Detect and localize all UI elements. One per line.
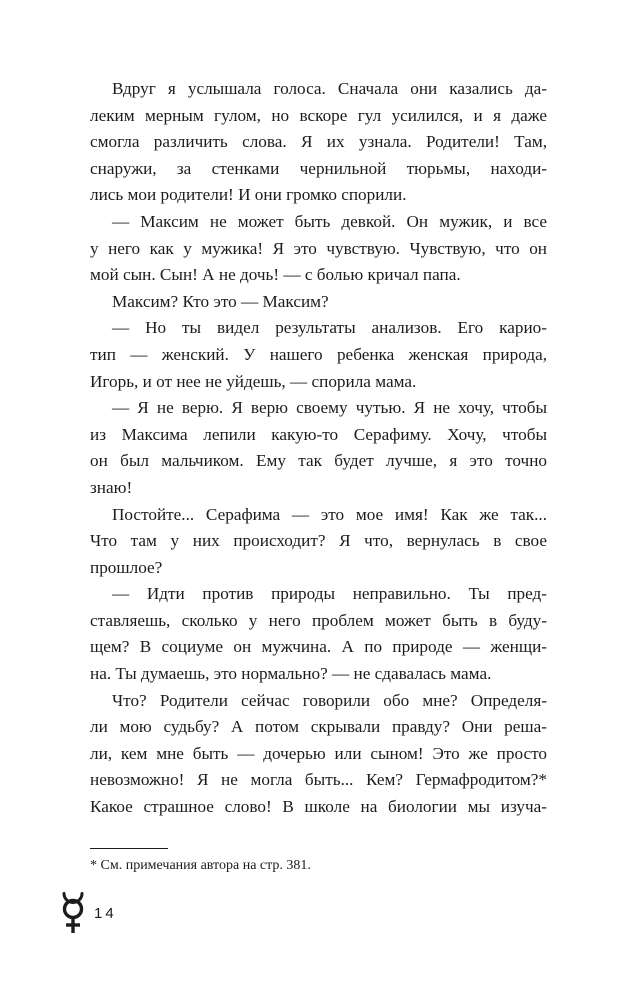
paragraph-line: Что? Родители сейчас говорили обо мне? Определя- — [112, 690, 547, 710]
paragraph-line: Максим? Кто это — Максим? — [112, 291, 329, 311]
paragraph-line: смогла различить слова. Я их узнала. Родители! Там, — [90, 132, 547, 152]
paragraph-line: Вдруг я услышала голоса. Сначала они казались да- — [112, 79, 547, 98]
page-number: 14 — [94, 904, 117, 922]
paragraph-line: он был мальчиком. Ему так будет лучше, я это точно — [90, 451, 547, 471]
footnote: * См. примечания автора на стр. 381. — [90, 858, 311, 873]
footnote-divider — [90, 848, 168, 849]
paragraph-line: у него как у мужика! Я это чувствую. Чувствую, что он — [90, 238, 547, 258]
paragraph-line: снаружи, за стенками чернильной тюрьмы, находи- — [90, 158, 547, 178]
paragraph-line: Какое страшное слово! В школе на биологии мы изуча- — [90, 797, 547, 817]
paragraph-line: невозможно! Я не могла быть... Кем? Гермафродитом?* — [90, 770, 547, 790]
paragraph-line: ли мою судьбу? А потом скрывали правду? Они реша- — [90, 717, 547, 737]
body-text — [90, 76, 547, 821]
paragraph-line: — Но ты видел результаты анализов. Его карио- — [112, 318, 547, 338]
paragraph-line: леким мерным гулом, но вскоре гул усилился, и я даже — [90, 105, 547, 125]
paragraph-line: Игорь, и от нее не уйдешь, — спорила мама. — [90, 371, 417, 391]
paragraph-line: тип — женский. У нашего ребенка женская природа, — [90, 344, 547, 364]
paragraph-line: — Идти против природы неправильно. Ты пред- — [112, 584, 547, 604]
paragraph-line: — Я не верю. Я верю своему чутью. Я не хочу, чтобы — [112, 398, 547, 418]
paragraph-line: знаю! — [90, 477, 133, 497]
paragraph-line: мой сын. Сын! А не дочь! — с болью кричал папа. — [90, 265, 461, 285]
paragraph-line: щем? В социуме он мужчина. А по природе — женщи- — [90, 637, 547, 657]
paragraph-line: лись мои родители! И они громко спорили. — [90, 185, 407, 205]
hermaphrodite-symbol-icon — [58, 891, 88, 935]
page-folio — [58, 891, 117, 935]
paragraph-line: из Максима лепили какую-то Серафиму. Хочу, чтобы — [90, 424, 547, 444]
paragraph-line: ли, кем мне быть — дочерью или сыном! Это же просто — [90, 743, 547, 763]
paragraph-line: ставляешь, сколько у него проблем может быть в буду- — [90, 610, 547, 630]
paragraph-line: Что там у них происходит? Я что, вернулась в свое — [90, 531, 547, 551]
paragraph-line: прошлое? — [90, 557, 163, 577]
paragraph-line: — Максим не может быть девкой. Он мужик, и все — [112, 211, 547, 231]
paragraph-line: на. Ты думаешь, это нормально? — не сдавалась мама. — [90, 664, 492, 684]
paragraph-line: Постойте... Серафима — это мое имя! Как же так... — [112, 504, 547, 524]
